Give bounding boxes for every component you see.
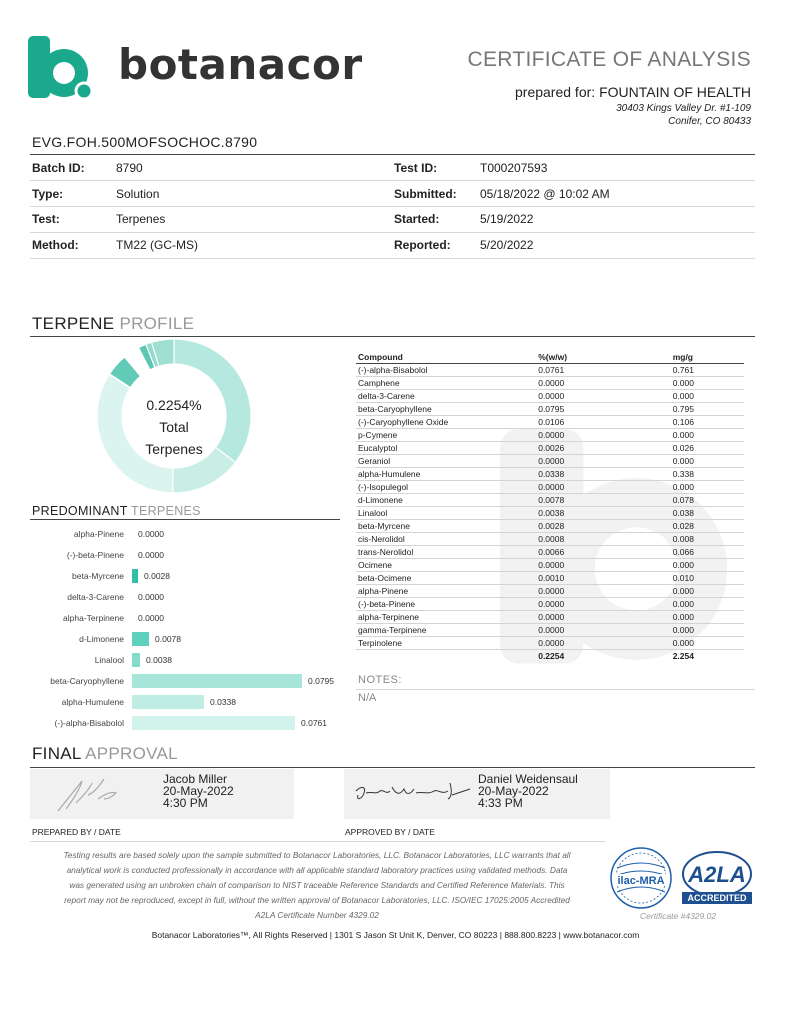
disclaimer-line: was generated using an unbroken chain of comparison to NIST traceable Reference Standards and Certified Reference Materials. This xyxy=(69,880,565,890)
preparer-name: Jacob Miller xyxy=(163,772,228,786)
compound-cell: beta-Ocimene xyxy=(356,572,536,585)
preparer-time: 4:30 PM xyxy=(163,796,208,810)
bar-row xyxy=(30,693,330,711)
percent-cell: 0.0000 xyxy=(536,624,670,637)
submitted-value: 05/18/2022 @ 10:02 AM xyxy=(480,187,610,201)
table-row xyxy=(356,468,744,481)
compound-cell: cis-Nerolidol xyxy=(356,533,536,546)
percent-cell: 0.0000 xyxy=(536,598,670,611)
bar-value-label: 0.0078 xyxy=(155,634,181,644)
approver-date: 20-May-2022 xyxy=(478,784,549,798)
mgg-cell: 0.338 xyxy=(671,468,744,481)
terpene-results-table xyxy=(356,350,744,662)
bar-category-label: (-)-beta-Pinene xyxy=(66,550,124,560)
compound-cell: Linalool xyxy=(356,507,536,520)
bar-row xyxy=(30,588,330,606)
results-table-wrapper xyxy=(356,350,755,662)
type-value: Solution xyxy=(116,187,160,201)
test-id-value: T000207593 xyxy=(480,161,548,175)
reported-label: Reported: xyxy=(394,238,451,252)
title-main: FINAL xyxy=(32,744,82,763)
table-row xyxy=(356,598,744,611)
percent-cell: 0.0000 xyxy=(536,390,670,403)
bar xyxy=(132,674,302,688)
compound-cell: alpha-Humulene xyxy=(356,468,536,481)
table-row xyxy=(356,559,744,572)
title-light: TERPENES xyxy=(131,504,201,518)
prepared-for-label: prepared for: xyxy=(515,84,596,100)
table-row xyxy=(356,377,744,390)
bar-row xyxy=(30,609,330,627)
table-row xyxy=(356,507,744,520)
method-label: Method: xyxy=(32,238,79,252)
page-footer: Botanacor Laboratories™, All Rights Reserved | 1301 S Jason St Unit K, Denver, CO 80223 | 888.800.8223 | www.botanacor.com xyxy=(151,930,640,940)
mgg-cell: 0.038 xyxy=(671,507,744,520)
mgg-cell: 0.795 xyxy=(671,403,744,416)
percent-cell: 0.0028 xyxy=(536,520,670,533)
divider xyxy=(30,767,755,768)
preparer-signature-box xyxy=(30,769,294,819)
column-header-percent: %(w/w) xyxy=(536,350,670,364)
bar-value-label: 0.0761 xyxy=(301,718,327,728)
approver-name: Daniel Weidensaul xyxy=(478,772,578,786)
mgg-cell: 0.028 xyxy=(671,520,744,533)
disclaimer-line: Testing results are based solely upon the sample submitted to Botanacor Laboratories, LLC. Botanacor Laboratories, LLC warrants that all xyxy=(63,850,571,860)
mgg-cell: 0.000 xyxy=(671,611,744,624)
approved-by-caption: APPROVED BY / DATE xyxy=(345,827,435,837)
bar xyxy=(132,716,295,730)
submitted-label: Submitted: xyxy=(394,187,457,201)
table-header-row xyxy=(356,350,744,364)
bar-value-label: 0.0000 xyxy=(138,613,164,623)
percent-cell: 0.0010 xyxy=(536,572,670,585)
column-header-compound: Compound xyxy=(356,350,536,364)
divider xyxy=(30,206,755,207)
percent-cell: 0.0000 xyxy=(536,429,670,442)
accredited-text: ACCREDITED xyxy=(687,893,747,903)
bar-value-label: 0.0000 xyxy=(138,592,164,602)
mgg-cell: 0.000 xyxy=(671,481,744,494)
compound-cell: alpha-Terpinene xyxy=(356,611,536,624)
compound-cell: (-)-beta-Pinene xyxy=(356,598,536,611)
mgg-cell: 0.000 xyxy=(671,585,744,598)
mgg-cell: 0.761 xyxy=(671,364,744,377)
bar-category-label: d-Limonene xyxy=(79,634,124,644)
batch-label: Batch ID: xyxy=(32,161,85,175)
disclaimer-line: analytical work is conducted professionally in accordance with all applicable standard laboratory practices using validated methods. Data xyxy=(66,865,568,875)
terpene-profile-title xyxy=(32,314,194,334)
mgg-cell: 0.000 xyxy=(671,598,744,611)
started-value: 5/19/2022 xyxy=(480,212,534,226)
compound-cell: (-)-Caryophyllene Oxide xyxy=(356,416,536,429)
table-row xyxy=(356,572,744,585)
percent-cell: 0.0761 xyxy=(536,364,670,377)
bar-category-label: beta-Myrcene xyxy=(72,571,124,581)
bar-category-label: alpha-Terpinene xyxy=(63,613,124,623)
mgg-cell: 0.000 xyxy=(671,429,744,442)
title-light: PROFILE xyxy=(119,314,195,333)
table-row xyxy=(356,611,744,624)
table-row xyxy=(356,481,744,494)
table-row xyxy=(356,533,744,546)
mgg-cell: 0.000 xyxy=(671,455,744,468)
divider xyxy=(30,232,755,233)
bar-row xyxy=(30,567,330,585)
percent-cell: 0.0000 xyxy=(536,611,670,624)
notes-value: N/A xyxy=(358,692,377,704)
bar-row xyxy=(30,714,330,732)
compound-cell: Geraniol xyxy=(356,455,536,468)
client-name: FOUNTAIN OF HEALTH xyxy=(599,84,751,100)
bar-value-label: 0.0795 xyxy=(308,676,334,686)
prepared-for xyxy=(515,84,751,100)
mgg-cell: 0.000 xyxy=(671,390,744,403)
percent-cell: 0.0038 xyxy=(536,507,670,520)
table-row xyxy=(356,390,744,403)
terpenes-word: Terpenes xyxy=(145,441,203,457)
mgg-cell: 0.000 xyxy=(671,637,744,650)
table-row xyxy=(356,624,744,637)
bar-row xyxy=(30,651,330,669)
compound-cell xyxy=(356,650,536,663)
bar-category-label: beta-Caryophyllene xyxy=(50,676,124,686)
bar-category-label: Linalool xyxy=(94,655,124,665)
table-row xyxy=(356,416,744,429)
percent-cell: 0.0066 xyxy=(536,546,670,559)
compound-cell: (-)-alpha-Bisabolol xyxy=(356,364,536,377)
divider xyxy=(30,154,755,155)
percent-cell: 0.0000 xyxy=(536,481,670,494)
percent-cell: 0.0000 xyxy=(536,585,670,598)
compound-cell: p-Cymene xyxy=(356,429,536,442)
mgg-cell: 0.066 xyxy=(671,546,744,559)
ilac-text: ilac-MRA xyxy=(617,875,665,887)
sample-id: EVG.FOH.500MOFSOCHOC.8790 xyxy=(32,134,258,150)
botanacor-logo-icon xyxy=(28,36,94,100)
approver-signature-box xyxy=(344,769,610,819)
notes-label: NOTES: xyxy=(358,674,402,686)
column-header-mgg: mg/g xyxy=(671,350,744,364)
mgg-cell: 0.000 xyxy=(671,559,744,572)
table-total-row xyxy=(356,650,744,663)
total-terpenes-label xyxy=(124,394,224,460)
type-label: Type: xyxy=(32,187,64,201)
bar-row xyxy=(30,546,330,564)
table-row xyxy=(356,546,744,559)
divider xyxy=(356,689,755,690)
bar-value-label: 0.0000 xyxy=(138,550,164,560)
table-row xyxy=(356,494,744,507)
percent-cell: 0.0338 xyxy=(536,468,670,481)
preparer-signature-image xyxy=(52,773,132,815)
test-id-label: Test ID: xyxy=(394,161,438,175)
divider xyxy=(30,841,605,842)
bar-row xyxy=(30,630,330,648)
bar xyxy=(132,569,138,583)
compound-cell: Eucalyptol xyxy=(356,442,536,455)
bar xyxy=(132,632,149,646)
bar-value-label: 0.0038 xyxy=(146,655,172,665)
mgg-cell: 0.000 xyxy=(671,377,744,390)
mgg-cell: 0.000 xyxy=(671,624,744,637)
bar-value-label: 0.0000 xyxy=(138,529,164,539)
bar-row xyxy=(30,672,334,690)
prepared-by-caption: PREPARED BY / DATE xyxy=(32,827,121,837)
a2la-accredited-badge-icon xyxy=(680,850,754,906)
table-row xyxy=(356,520,744,533)
bar-row xyxy=(30,525,330,543)
title-main: PREDOMINANT xyxy=(32,504,128,518)
compound-cell: d-Limonene xyxy=(356,494,536,507)
bar-category-label: alpha-Pinene xyxy=(73,529,124,539)
compound-cell: (-)-Isopulegol xyxy=(356,481,536,494)
divider xyxy=(30,336,755,337)
percent-cell: 0.0008 xyxy=(536,533,670,546)
title-main: TERPENE xyxy=(32,314,115,333)
table-row xyxy=(356,442,744,455)
table-row xyxy=(356,364,744,377)
ilac-mra-badge-icon xyxy=(609,846,673,910)
table-row xyxy=(356,455,744,468)
bar xyxy=(132,695,204,709)
percent-cell: 0.0000 xyxy=(536,559,670,572)
compound-cell: Ocimene xyxy=(356,559,536,572)
compound-cell: Camphene xyxy=(356,377,536,390)
mgg-cell: 2.254 xyxy=(672,651,694,661)
percent-cell: 0.0106 xyxy=(536,416,670,429)
compound-cell: delta-3-Carene xyxy=(356,390,536,403)
table-row xyxy=(356,585,744,598)
divider xyxy=(30,258,755,259)
bar xyxy=(132,653,140,667)
bar-value-label: 0.0338 xyxy=(210,697,236,707)
mgg-cell: 0.008 xyxy=(671,533,744,546)
started-label: Started: xyxy=(394,212,440,226)
disclaimer-line: A2LA Certificate Number 4329.02 xyxy=(255,910,379,920)
legal-disclaimer xyxy=(30,848,604,923)
percent-cell: 0.0000 xyxy=(536,377,670,390)
percent-cell: 0.0795 xyxy=(536,403,670,416)
a2la-text: A2LA xyxy=(688,862,746,887)
bar-category-label: delta-3-Carene xyxy=(67,592,124,602)
table-row xyxy=(356,429,744,442)
total-word: Total xyxy=(159,419,189,435)
compound-cell: beta-Myrcene xyxy=(356,520,536,533)
reported-value: 5/20/2022 xyxy=(480,238,534,252)
mgg-cell: 0.010 xyxy=(671,572,744,585)
compound-cell: alpha-Pinene xyxy=(356,585,536,598)
client-address-line2: Conifer, CO 80433 xyxy=(668,116,751,127)
disclaimer-line: report may not be reproduced, except in full, without the written approval of Botanacor Laboratories, LLC. ISO/IEC 17025:2005 Accredited xyxy=(64,895,570,905)
compound-cell: Terpinolene xyxy=(356,637,536,650)
percent-cell: 0.0078 xyxy=(536,494,670,507)
mgg-cell: 0.078 xyxy=(671,494,744,507)
final-approval-title xyxy=(32,744,178,764)
batch-value: 8790 xyxy=(116,161,143,175)
compound-cell: gamma-Terpinene xyxy=(356,624,536,637)
table-row xyxy=(356,637,744,650)
bar-category-label: (-)-alpha-Bisabolol xyxy=(54,718,124,728)
compound-cell: trans-Nerolidol xyxy=(356,546,536,559)
method-value: TM22 (GC-MS) xyxy=(116,238,198,252)
approver-time: 4:33 PM xyxy=(478,796,523,810)
document-title: CERTIFICATE OF ANALYSIS xyxy=(467,48,751,71)
bar-value-label: 0.0028 xyxy=(144,571,170,581)
preparer-date: 20-May-2022 xyxy=(163,784,234,798)
test-value: Terpenes xyxy=(116,212,166,226)
predominant-terpenes-title xyxy=(32,504,201,518)
divider xyxy=(30,519,340,520)
percent-cell: 0.2254 xyxy=(538,651,565,661)
percent-cell: 0.0000 xyxy=(536,455,670,468)
title-light: APPROVAL xyxy=(85,744,178,763)
total-percent: 0.2254% xyxy=(146,397,202,413)
compound-cell: beta-Caryophyllene xyxy=(356,403,536,416)
certificate-number: Certificate #4329.02 xyxy=(640,911,717,921)
mgg-cell: 0.026 xyxy=(671,442,744,455)
approver-signature-image xyxy=(352,777,472,811)
table-row xyxy=(356,403,744,416)
mgg-cell: 0.106 xyxy=(671,416,744,429)
divider xyxy=(30,180,755,181)
percent-cell: 0.0000 xyxy=(536,637,670,650)
client-address-line1: 30403 Kings Valley Dr. #1-109 xyxy=(616,103,751,114)
percent-cell: 0.0026 xyxy=(536,442,670,455)
bar-category-label: alpha-Humulene xyxy=(61,697,124,707)
test-label: Test: xyxy=(32,212,60,226)
brand-name: botanacor xyxy=(118,40,363,89)
